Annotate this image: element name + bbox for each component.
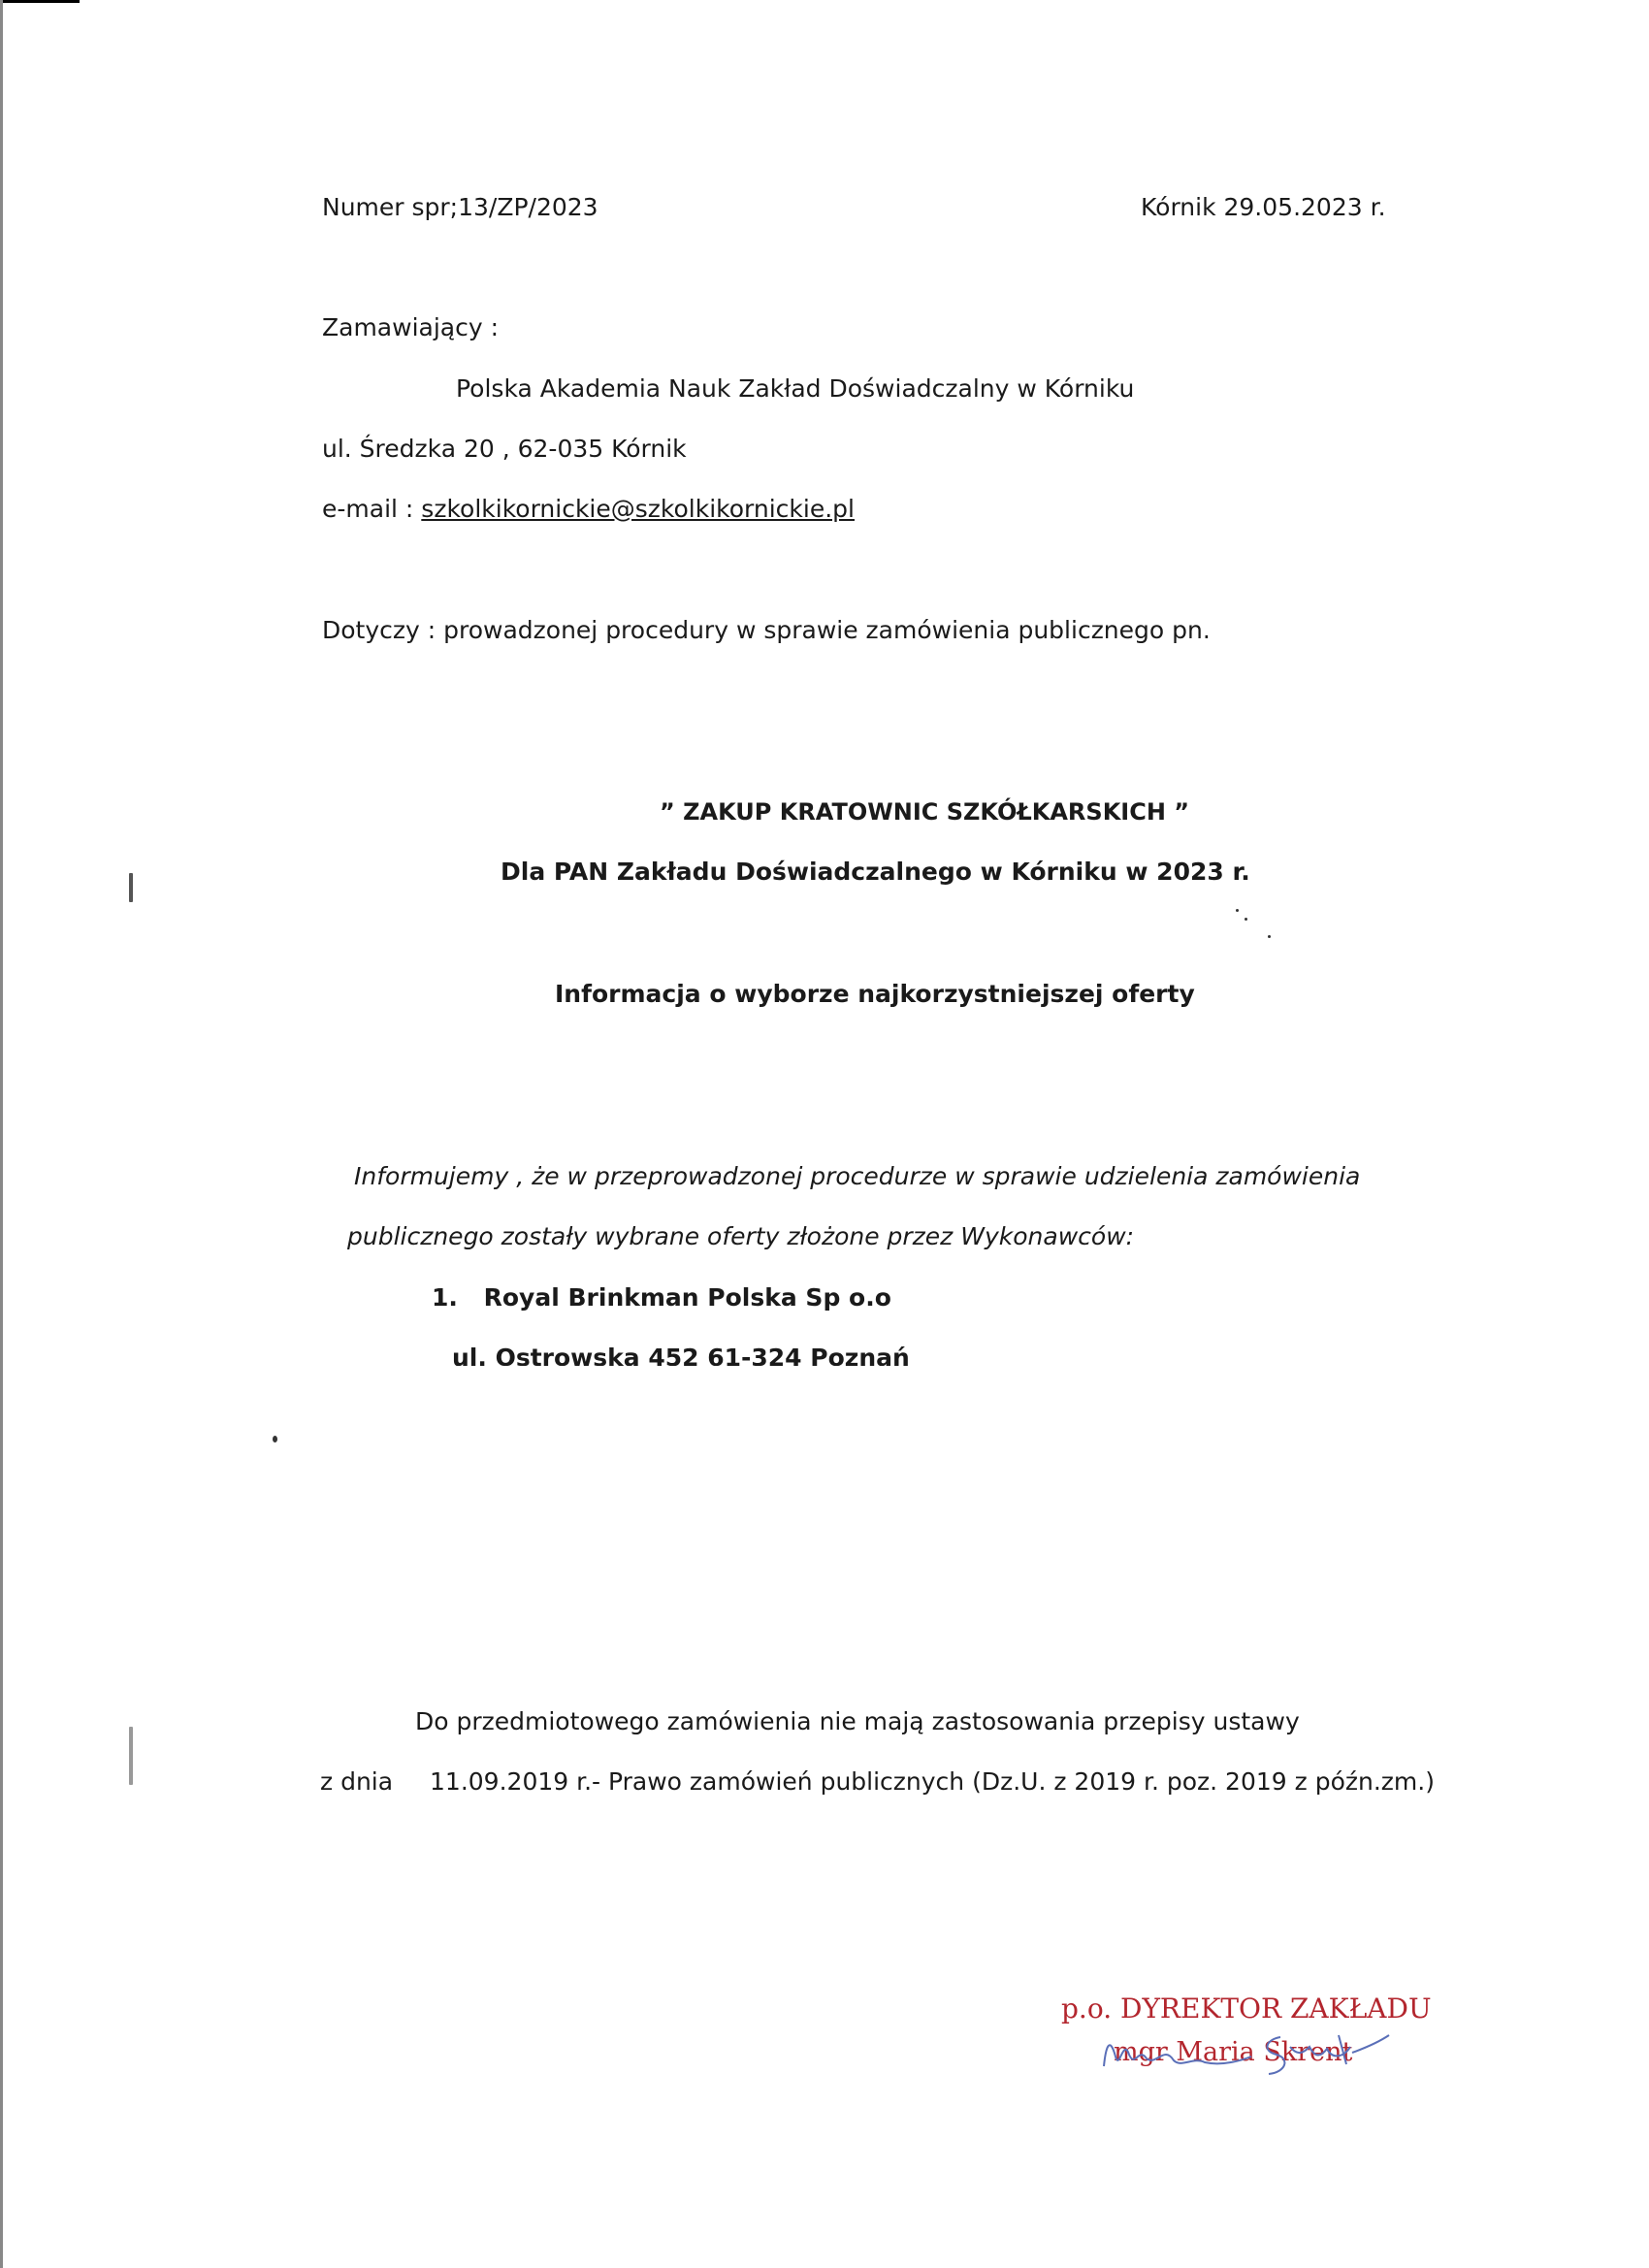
scan-speck [273, 1436, 277, 1442]
email-link[interactable]: szkolkikornickie@szkolkikornickie.pl [421, 495, 855, 523]
document-title: ” ZAKUP KRATOWNIC SZKÓŁKARSKICH ” [660, 798, 1190, 826]
client-address: ul. Średzka 20 , 62-035 Kórnik [322, 435, 687, 463]
note-text: 11.09.2019 r.- Prawo zamówień publicznych (Dz.U. z 2019 r. poz. 2019 z późn.zm.) [430, 1767, 1435, 1796]
signature [1096, 2018, 1397, 2086]
contractor-item [432, 1282, 891, 1313]
client-name: Polska Akademia Nauk Zakład Doświadczalny w Kórniku [456, 374, 1135, 403]
body-line-1: Informujemy , że w przeprowadzonej procedurze w sprawie udzielenia zamówienia [354, 1162, 1361, 1190]
reference-number: Numer spr;13/ZP/2023 [322, 193, 598, 221]
scan-edge-top [0, 0, 80, 3]
client-label: Zamawiający : [322, 313, 500, 341]
scan-speck [1245, 918, 1247, 921]
contractor-name: Royal Brinkman Polska Sp o.o [483, 1283, 891, 1312]
email-label: e-mail : [322, 495, 414, 523]
scan-speck [129, 1727, 133, 1785]
client-email-row [322, 494, 855, 525]
stamp-title: p.o. DYREKTOR ZAKŁADU [1061, 1993, 1432, 2025]
note-prefix: z dnia [320, 1767, 394, 1796]
subject-line: Dotyczy : prowadzonej procedury w sprawie zamówienia publicznego pn. [322, 616, 1211, 644]
place-date: Kórnik 29.05.2023 r. [1141, 193, 1386, 221]
note-line-1: Do przedmiotowego zamówienia nie mają zastosowania przepisy ustawy [415, 1707, 1300, 1735]
scan-speck [129, 873, 133, 902]
scan-speck [1236, 909, 1239, 912]
body-line-2: publicznego zostały wybrane oferty złożone przez Wykonawców: [347, 1222, 1135, 1250]
note-line-2 [320, 1766, 1435, 1798]
document-heading: Informacja o wyborze najkorzystniejszej oferty [555, 980, 1195, 1008]
scan-speck [1268, 935, 1271, 938]
stamp-name: mgr Maria Skrent [1114, 2037, 1353, 2067]
scan-edge-left [0, 0, 3, 2268]
contractor-number: 1. [432, 1283, 458, 1312]
document-subtitle: Dla PAN Zakładu Doświadczalnego w Kórniku w 2023 r. [501, 858, 1250, 886]
contractor-address: ul. Ostrowska 452 61-324 Poznań [452, 1344, 910, 1366]
